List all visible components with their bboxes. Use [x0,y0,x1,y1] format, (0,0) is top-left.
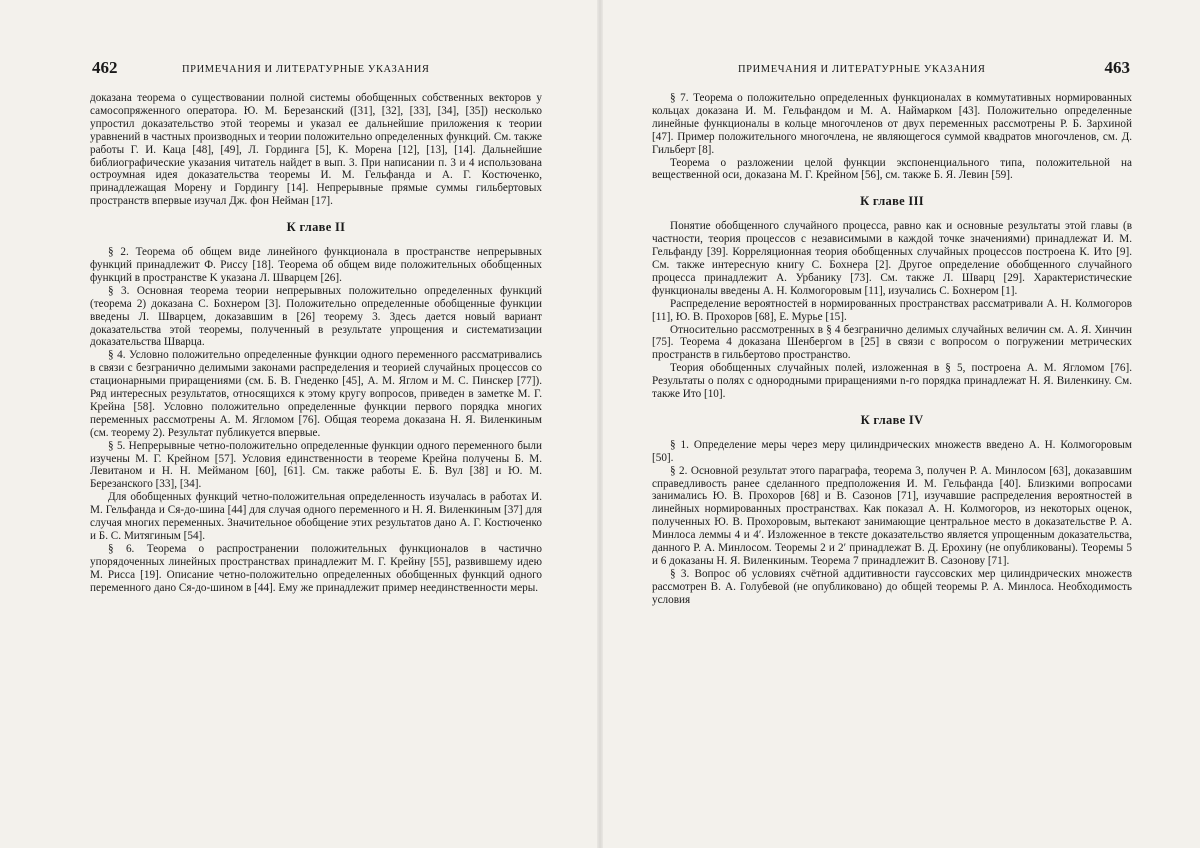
page-number: 462 [92,58,118,77]
paragraph: доказана теорема о существовании полной системы обобщенных собственных векторов у самосопряженного оператора. Ю. М. Березанский ([31], [32], [33], [34], [35]) несколько упростил доказательство этой теоремы и указал ее дальнейшие приложения к теории уравнений в частных производных и теории положительно определенных функций. См. также работы Г. И. Каца [48], [49], Л. Гординга [5], К. Морена [12], [13], [14]. Дальнейшие библиографические указания читатель найдет в вып. 3. При написании п. 3 и 4 использована остроумная идея доказательства теоремы И. М. Гельфанда и А. Г. Костюченко, принадлежащая Морену и Гордингу [14]. Непрерывные прямые суммы гильбертовых пространств впервые изучал Дж. фон Нейман [17]. [90,92,542,208]
left-page-header [92,58,552,84]
paragraph: Распределение вероятностей в нормированных пространствах рассматривали А. Н. Колмогоров [11], Ю. В. Прохоров [68], Е. Мурье [15]. [652,297,1132,323]
paragraph: § 1. Определение меры через меру цилиндрических множеств введено А. Н. Колмогоровым [50]. [652,438,1132,464]
paragraph: Понятие обобщенного случайного процесса, равно как и основные результаты этой главы (в частности, теория процессов с независимыми в каждой точке значениями) принадлежат И. М. Гельфанду [39]. Корреляционная теория обобщенных случайных процессов построена К. Ито [9]. См. также интересную книгу С. Бохнера [2]. Другое определение обобщенного случайного процесса принадлежит А. Урбанику [73]. См. также Л. Шварц [29]. Характеристические функционалы введены А. Н. Колмогоровым [11], изучались С. Бохнером [1]. [652,220,1132,297]
paragraph: § 2. Теорема об общем виде линейного функционала в пространстве непрерывных функций принадлежит Ф. Риссу [18]. Теорема об общем виде положительных обобщенных функций в пространстве K указана Л. Шварцем [26]. [90,246,542,284]
chapter-heading: К главе III [860,194,924,209]
right-text-column [652,92,1132,607]
paragraph: § 3. Вопрос об условиях счётной аддитивности гауссовских мер цилиндрических множеств рассмотрен В. А. Голубевой (не опубликовано) до общей теоремы Р. А. Минлоса. Необходимость условия [652,567,1132,606]
chapter-heading: К главе IV [860,412,924,427]
paragraph: § 2. Основной результат этого параграфа, теорема 3, получен Р. А. Минлосом [63], доказавшим справедливость ранее сделанного предположения И. М. Гельфанда [40]. Близкими вопросами занимались Ю. В. Прохоров [68] и В. Сазонов [71], изучавшие распределения вероятностей в линейных нормированных пространствах. Как показал А. Н. Колмогоров, из некоторых оценок, полученных Ю. В. Прохоровым, вытекают занимающие центральное место в доказательстве Р. А. Минлоса леммы 4 и 4′. Изложенное в тексте доказательство является упрощенным доказательства, данного Р. А. Минлосом. Теоремы 2 и 2′ принадлежат В. Д. Ерохину (не опубликованы). Теоремы 5 и 6 доказаны Н. Я. Виленкиным. Теорема 7 принадлежит В. Сазонову [71]. [652,464,1132,567]
paragraph: § 7. Теорема о положительно определенных функционалах в коммутативных нормированных кольцах доказана И. М. Гельфандом и М. А. Наймарком [43]. Положительно определенные линейные функционалы в кольце многочленов от двух переменных рассмотрены Р. Б. Зархиной [47]. Пример положительного многочлена, не являющегося суммой квадратов многочленов, см. Д. Гильберт [8]. [652,92,1132,156]
running-title: ПРИМЕЧАНИЯ И ЛИТЕРАТУРНЫЕ УКАЗАНИЯ [738,64,986,75]
right-page [600,0,1200,848]
chapter-heading: К главе II [286,220,346,235]
paragraph: Теория обобщенных случайных полей, изложенная в § 5, построена А. М. Ягломом [76]. Результаты о полях с однородными приращениями n-го порядка принадлежат Н. Я. Виленкину. См. также Ито [10]. [652,362,1132,401]
left-text-column [90,92,542,595]
paragraph: Теорема о разложении целой функции экспоненциального типа, положительной на вещественной оси, доказана М. Г. Крейном [56], см. также Б. Я. Левин [59]. [652,156,1132,182]
paragraph: § 3. Основная теорема теории непрерывных положительно определенных функций (теорема 2) доказана С. Бохнером [3]. Положительно определенные обобщенные функции введены Л. Шварцем, доказавшим в [26] теорему 3. Здесь дается новый вариант доказательства этой теоремы, полученный в результате упрощения и систематизации доказательства Шварца. [90,284,542,349]
paragraph: § 4. Условно положительно определенные функции одного переменного рассматривались в связи с безгранично делимыми законами распределения и теорией случайных процессов со стационарными приращениями (см. Б. В. Гнеденко [45], А. М. Яглом и М. С. Пинскер [77]). Ряд интересных результатов, относящихся к этому кругу вопросов, приведен в заметке М. Г. Крейна [58]. Условно положительно определенные функции первого порядка многих переменных рассмотрены А. М. Ягломом [76]. Общая теорема доказана Н. Я. Виленкиным (см. теорему 2). Результат публикуется впервые. [90,349,542,439]
right-page-header [652,58,1130,84]
paragraph: Для обобщенных функций четно-положительная определенность изучалась в работах И. М. Гельфанда и Ся-до-шина [44] для случая одного переменного и Н. Я. Виленкиным [37] для случая многих переменных. Значительное обобщение этих результатов дано А. Г. Костюченко и Б. С. Митягиным [54]. [90,491,542,542]
paragraph: § 5. Непрерывные четно-положительно определенные функции одного переменного были изучены М. Г. Крейном [57]. Условия единственности в теореме Крейна получены Б. М. Левитаном и Н. Н. Мейманом [60], [61]. См. также работы Е. Б. Вул [38] и Ю. М. Березанского [33], [34]. [90,439,542,491]
paragraph: § 6. Теорема о распространении положительных функционалов в частично упорядоченных линейных пространствах принадлежит М. Г. Крейну [55], развившему идею М. Рисса [19]. Описание четно-положительно определенных обобщенных функций одного переменного дано Ся-до-шином в [44]. Ему же принадлежит пример неединственности меры. [90,542,542,594]
page-number: 463 [1104,58,1130,77]
running-title: ПРИМЕЧАНИЯ И ЛИТЕРАТУРНЫЕ УКАЗАНИЯ [182,64,430,75]
paragraph: Относительно рассмотренных в § 4 безгранично делимых случайных величин см. А. Я. Хинчин [75]. Теорема 4 доказана Шенбергом в [25] в связи с вопросом о погружении метрических пространств в гильбертово пространство. [652,323,1132,362]
